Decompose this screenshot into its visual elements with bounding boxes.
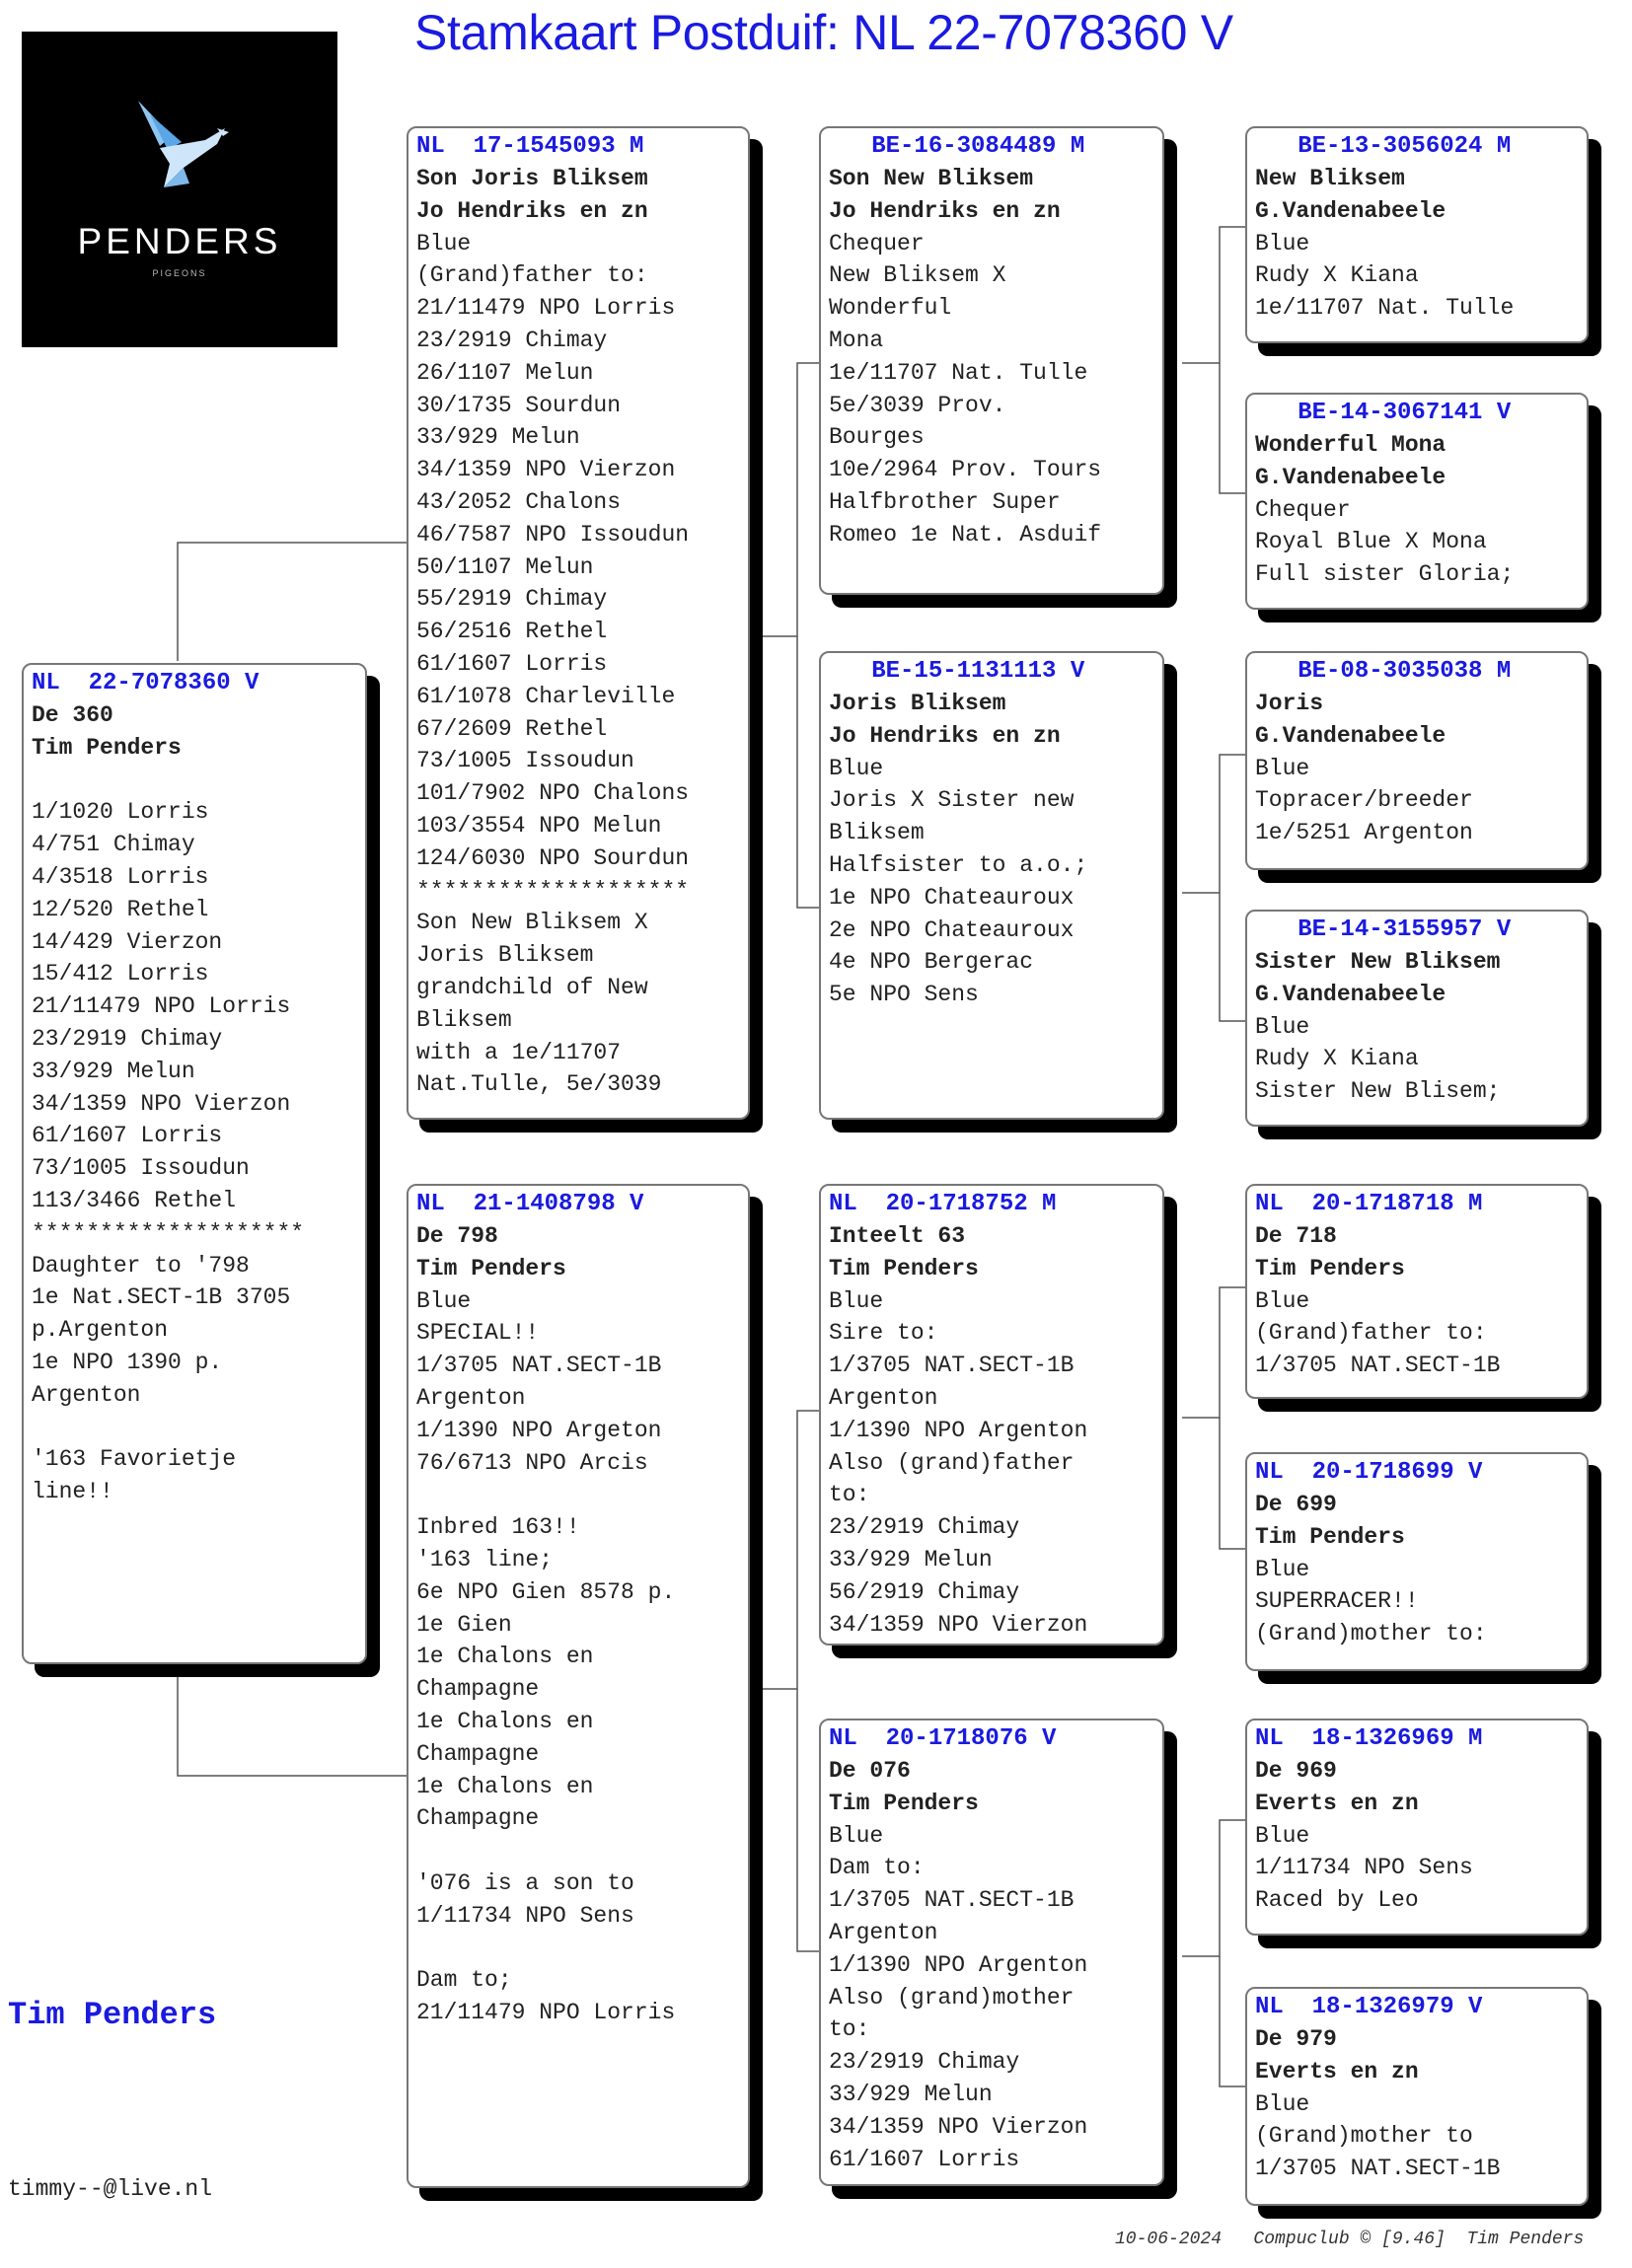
breeder-name: Everts en zn [1255,1790,1419,1816]
note-line: Blue [829,755,884,781]
note-line: SPECIAL!! [416,1320,540,1347]
pigeon-name: Son Joris Bliksem [416,166,648,191]
pigeon-card-sire[interactable] [407,126,750,1120]
note-line: Argenton [829,1384,938,1411]
note-line: 33/929 Melun [829,1546,993,1573]
note-line: 67/2609 Rethel [416,715,608,742]
note-line: 1/1020 Lorris [32,799,209,826]
note-line: 1e Nat.SECT-1B 3705 [32,1284,291,1311]
breeder-name: Jo Hendriks en zn [829,722,1061,749]
note-line: 1/1390 NPO Argeton [416,1417,662,1443]
note-line: 61/1078 Charleville [416,683,676,709]
note-line: 33/929 Melun [829,2081,993,2107]
note-line: Blue [1255,755,1310,781]
note-line: 5e NPO Sens [829,982,979,1008]
owner-name: Tim Penders [8,1997,217,2033]
note-line: Joris X Sister new [829,787,1075,814]
pigeon-card-dsd[interactable] [1245,1452,1589,1671]
pigeon-name: New Bliksem [1255,166,1405,191]
note-line: Blue [416,1287,472,1314]
note-line [32,1412,357,1444]
note-line: Son New Bliksem X [416,910,648,936]
pigeon-card-dam-sire[interactable] [819,1184,1164,1646]
ring-number: BE-15-1131113 V [829,658,1085,685]
note-line: 1e/11707 Nat. Tulle [829,359,1088,386]
note-line: 21/11479 NPO Lorris [416,295,676,322]
pigeon-name: De 969 [1255,1758,1337,1784]
note-line: Argenton [416,1384,526,1411]
pigeon-name: Joris [1255,691,1324,716]
note-line: (Grand)mother to [1255,2123,1473,2150]
note-line: Daughter to '798 [32,1252,250,1279]
pigeon-name: Son New Bliksem [829,166,1034,191]
note-line: (Grand)mother to: [1255,1621,1487,1647]
note-line: 12/520 Rethel [32,896,209,922]
note-line: 56/2516 Rethel [416,619,608,645]
footer-info: 10-06-2024 Compuclub © [9.46] Tim Penders [1115,2230,1585,2249]
note-line: 1e/11707 Nat. Tulle [1255,295,1515,322]
note-line: 21/11479 NPO Lorris [416,2000,676,2026]
note-line: Sister New Blisem; [1255,1078,1501,1105]
pigeon-card-sdd[interactable] [1245,910,1589,1127]
note-line: 1e NPO 1390 p. [32,1349,223,1375]
note-line: with a 1e/11707 [416,1039,622,1065]
note-line: 61/1607 Lorris [829,2146,1020,2172]
breeder-name: Tim Penders [416,1255,566,1281]
ring-number: NL 18-1326969 M [1255,1725,1483,1752]
note-line: grandchild of New [416,974,648,1000]
logo-tagline: PIGEONS [152,268,207,278]
pigeon-card-ssd[interactable] [1245,393,1589,610]
note-line: Blue [829,1287,884,1314]
note-line: Blue [1255,230,1310,256]
ring-number: BE-16-3084489 M [829,133,1085,160]
note-line: 73/1005 Issoudun [32,1155,250,1182]
note-line: 124/6030 NPO Sourdun [416,844,690,871]
note-line: Full sister Gloria; [1255,561,1515,588]
note-line: Also (grand)mother [829,1984,1075,2011]
breeder-name: Everts en zn [1255,2058,1419,2085]
note-line [416,1933,740,1965]
pigeon-card-dss[interactable] [1245,1184,1589,1399]
pigeon-card-sss[interactable] [1245,126,1589,343]
note-line: Halfsister to a.o.; [829,851,1088,878]
note-line: Chequer [829,230,925,256]
note-line: 15/412 Lorris [32,961,209,988]
note-line: Champagne [416,1676,540,1703]
ring-number: NL 21-1408798 V [416,1191,644,1217]
note-line: Also (grand)father [829,1449,1075,1476]
note-line: 61/1607 Lorris [416,650,608,677]
note-line: Blue [1255,1822,1310,1849]
ring-number: BE-13-3056024 M [1255,133,1512,160]
card-notes [829,753,1154,1011]
ring-number: NL 20-1718699 V [1255,1459,1483,1486]
note-line: 34/1359 NPO Vierzon [32,1090,291,1117]
note-line: 23/2919 Chimay [416,327,608,353]
note-line [416,1835,740,1867]
note-line: SUPERRACER!! [1255,1588,1419,1615]
note-line: 23/2919 Chimay [829,2049,1020,2076]
note-line: Blue [1255,1556,1310,1582]
pigeon-card-sds[interactable] [1245,651,1589,870]
note-line: Blue [829,1822,884,1849]
note-line: Topracer/breeder [1255,787,1473,814]
note-line: 1e Gien [416,1611,512,1638]
note-line: ******************** [32,1219,305,1246]
note-line: 21/11479 NPO Lorris [32,993,291,1020]
note-line: Bourges [829,424,925,451]
pigeon-card-dam-dam[interactable] [819,1719,1164,2186]
note-line: Inbred 163!! [416,1514,580,1541]
note-line: Nat.Tulle, 5e/3039 [416,1071,662,1098]
breeder-name: Jo Hendriks en zn [416,197,648,224]
note-line: Chequer [1255,496,1351,523]
note-line: Romeo 1e Nat. Asduif [829,521,1102,548]
breeder-name: Tim Penders [1255,1255,1405,1281]
note-line: Bliksem [416,1006,512,1033]
note-line: 1e Chalons en [416,1773,594,1799]
note-line: Mona [829,327,884,353]
pigeon-name: De 699 [1255,1492,1337,1517]
card-notes [829,228,1154,551]
note-line: '163 Favorietje [32,1446,237,1473]
ring-number: BE-08-3035038 M [1255,658,1512,685]
card-notes [416,228,740,1102]
note-line: 1/3705 NAT.SECT-1B [829,1887,1075,1914]
note-line: 4/3518 Lorris [32,863,209,890]
note-line: Royal Blue X Mona [1255,529,1487,555]
note-line: 43/2052 Chalons [416,488,622,515]
note-line: 1/3705 NAT.SECT-1B [416,1353,662,1379]
note-line: 1e Chalons en [416,1644,594,1670]
breeder-name: G.Vandenabeele [1255,464,1447,490]
note-line: 10e/2964 Prov. Tours [829,457,1102,483]
note-line: Joris Bliksem [416,942,594,969]
breeder-name: Tim Penders [829,1790,979,1816]
note-line: p.Argenton [32,1317,169,1344]
note-line: line!! [32,1479,113,1505]
note-line: 56/2919 Chimay [829,1578,1020,1605]
note-line: 30/1735 Sourdun [416,392,622,418]
note-line: 33/929 Melun [416,424,580,451]
ring-number: BE-14-3067141 V [1255,400,1512,426]
note-line: Blue [1255,2090,1310,2117]
note-line: Sire to: [829,1320,938,1347]
pigeon-card-ddd[interactable] [1245,1987,1589,2206]
note-line: 34/1359 NPO Vierzon [829,2113,1088,2140]
note-line: 1/1390 NPO Argenton [829,1951,1088,1978]
note-line: New Bliksem X [829,262,1006,289]
card-notes [829,1285,1154,1642]
pigeon-card-sire-sire[interactable] [819,126,1164,595]
note-line [416,1479,740,1511]
note-line: 4e NPO Bergerac [829,949,1034,976]
note-line: 6e NPO Gien 8578 p. [416,1578,676,1605]
note-line: 1/3705 NAT.SECT-1B [1255,1353,1501,1379]
card-notes [829,1820,1154,2176]
pigeon-name: De 076 [829,1758,911,1784]
note-line: 26/1107 Melun [416,359,594,386]
breeder-name: Tim Penders [32,734,182,761]
pigeon-name: De 798 [416,1223,498,1249]
pigeon-card-dam[interactable] [407,1184,750,2188]
ring-number: NL 17-1545093 M [416,133,644,160]
breeder-name: G.Vandenabeele [1255,722,1447,749]
card-notes [32,765,357,1508]
note-line: 34/1359 NPO Vierzon [416,457,676,483]
note-line: 1e Chalons en [416,1708,594,1734]
note-line: 23/2919 Chimay [829,1514,1020,1541]
note-line: 14/429 Vierzon [32,928,223,955]
note-line: Blue [416,230,472,256]
ring-number: BE-14-3155957 V [1255,916,1512,943]
note-line: 101/7902 NPO Chalons [416,780,690,807]
pigeon-name: Wonderful Mona [1255,432,1447,458]
breeder-name: Jo Hendriks en zn [829,197,1061,224]
note-line: Argenton [32,1381,141,1408]
note-line: 23/2919 Chimay [32,1025,223,1052]
note-line: 46/7587 NPO Issoudun [416,521,690,548]
note-line: 34/1359 NPO Vierzon [829,1611,1088,1638]
note-line: 1/3705 NAT.SECT-1B [829,1353,1075,1379]
note-line: 4/751 Chimay [32,832,195,858]
note-line: Raced by Leo [1255,1887,1419,1914]
logo-wordmark: PENDERS [77,221,282,261]
page-title: Stamkaart Postduif: NL 22-7078360 V [414,5,1233,60]
note-line: 55/2919 Chimay [416,586,608,613]
note-line: (Grand)father to: [416,262,648,289]
ring-number: NL 20-1718752 M [829,1191,1057,1217]
pigeon-name: De 718 [1255,1223,1337,1249]
pigeon-name: De 360 [32,702,113,728]
breeder-name: G.Vandenabeele [1255,981,1447,1007]
breeder-name: G.Vandenabeele [1255,197,1447,224]
owner-email[interactable]: timmy--@live.nl [8,2176,213,2202]
note-line: 1e NPO Chateauroux [829,884,1075,911]
note-line: 1/11734 NPO Sens [1255,1855,1473,1881]
note-line: 113/3466 Rethel [32,1187,237,1213]
note-line: 73/1005 Issoudun [416,748,634,774]
note-line: Wonderful [829,295,952,322]
note-line: Blue [1255,1013,1310,1040]
card-notes [416,1285,740,2029]
note-line: Bliksem [829,820,925,846]
note-line: Champagne [416,1805,540,1832]
ring-number: NL 22-7078360 V [32,670,260,696]
note-line: 1/3705 NAT.SECT-1B [1255,2156,1501,2182]
note-line: 1/1390 NPO Argenton [829,1417,1088,1443]
note-line: 5e/3039 Prov. [829,392,1006,418]
note-line: 61/1607 Lorris [32,1123,223,1149]
breeder-name: Tim Penders [1255,1523,1405,1550]
ring-number: NL 18-1326979 V [1255,1994,1483,2020]
note-line: Blue [1255,1287,1310,1314]
note-line: '076 is a son to [416,1869,634,1896]
pigeon-card-dds[interactable] [1245,1719,1589,1936]
note-line: Halfbrother Super [829,488,1061,515]
pigeon-name: Inteelt 63 [829,1223,966,1249]
note-line: 1/11734 NPO Sens [416,1902,634,1929]
note-line: '163 line; [416,1546,554,1573]
pigeon-name: Sister New Bliksem [1255,949,1501,975]
ring-number: NL 20-1718076 V [829,1725,1057,1752]
note-line: Rudy X Kiana [1255,1046,1419,1072]
note-line: 1e/5251 Argenton [1255,820,1473,846]
breeder-name: Tim Penders [829,1255,979,1281]
note-line: Dam to; [416,1967,512,1994]
pigeon-name: Joris Bliksem [829,691,1006,716]
pigeon-card-main[interactable] [22,663,367,1664]
pigeon-card-sire-dam[interactable] [819,651,1164,1120]
note-line: Dam to: [829,1855,925,1881]
note-line: Champagne [416,1740,540,1767]
note-line: Argenton [829,1919,938,1945]
note-line: to: [829,2016,870,2043]
note-line: ******************** [416,877,690,904]
note-line: 2e NPO Chateauroux [829,916,1075,943]
note-line: (Grand)father to: [1255,1320,1487,1347]
note-line [32,765,357,797]
note-line: 50/1107 Melun [416,553,594,580]
note-line: 33/929 Melun [32,1058,195,1084]
pigeon-name: De 979 [1255,2026,1337,2052]
note-line: 76/6713 NPO Arcis [416,1449,648,1476]
note-line: 103/3554 NPO Melun [416,812,662,839]
note-line: to: [829,1482,870,1508]
note-line: Rudy X Kiana [1255,262,1419,289]
ring-number: NL 20-1718718 M [1255,1191,1483,1217]
